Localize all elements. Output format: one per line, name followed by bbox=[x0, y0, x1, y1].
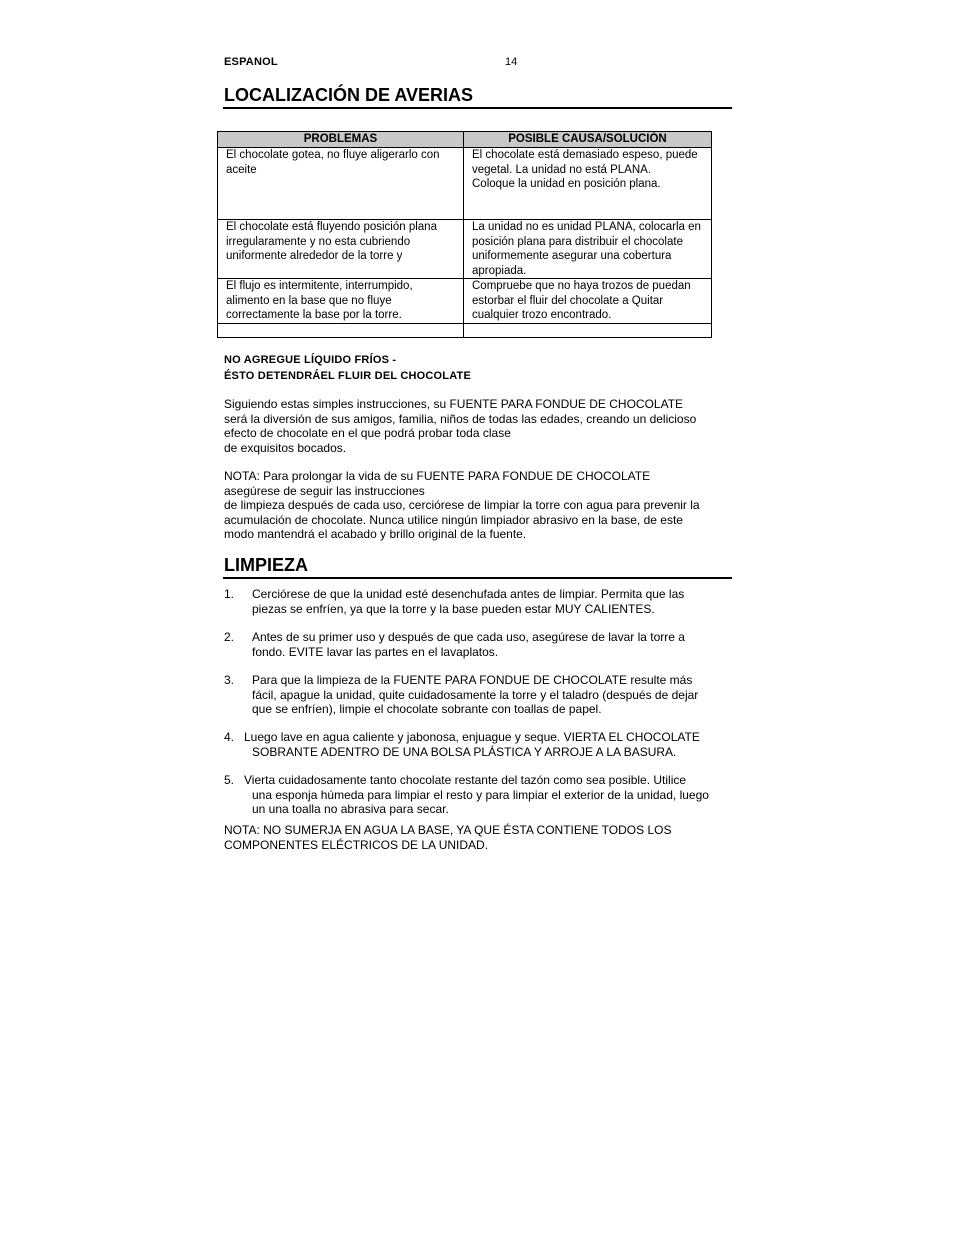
list-text bbox=[244, 773, 734, 817]
list-text: Cerciórese de que la unidad esté desenchufada antes de limpiar. Permita que las piezas se enfríen, ya que la torre y la base pueden estar MUY CALIENTES. bbox=[252, 587, 685, 616]
list-text-line: SOBRANTE ADENTRO DE UNA BOLSA PLÁSTICA Y ARROJE A LA BASURA. bbox=[252, 744, 677, 759]
list-number: 4. bbox=[224, 730, 235, 744]
table-row bbox=[218, 148, 712, 220]
list-text bbox=[244, 730, 734, 759]
page-number: 14 bbox=[505, 56, 518, 68]
table-row bbox=[218, 220, 712, 279]
note-paragraph: NOTA: Para prolongar la vida de su FUENTE PARA FONDUE DE CHOCOLATE asegúrese de seguir las instrucciones de limpieza después de cada uso, cerciórese de limpiar la torre con agua para prevenir la acumulación de chocolate. Nunca utilice ningún limpiador abrasivo en la base, de este modo mantendrá el acabado y brillo original de la fuente. bbox=[224, 469, 700, 541]
language-label: ESPANOL bbox=[224, 56, 278, 68]
list-text-content bbox=[244, 773, 734, 817]
list-text: Para que la limpieza de la FUENTE PARA FONDUE DE CHOCOLATE resulte más fácil, apague la unidad, quite cuidadosamente la torre y el taladro (después de dejar que se enfríen), limpie el chocolate sobrante con toallas de papel. bbox=[252, 673, 699, 716]
problem-cell: El chocolate gotea, no fluye aligerarlo con aceite bbox=[218, 148, 464, 220]
column-header-solution: POSIBLE CAUSA/SOLUCIÓN bbox=[464, 132, 712, 148]
problem-cell: El flujo es intermitente, interrumpido, alimento en la base que no fluye correctamente la base por la torre. bbox=[218, 279, 464, 324]
solution-cell bbox=[464, 323, 712, 337]
list-text-content bbox=[244, 730, 734, 759]
list-number: 5. bbox=[224, 773, 235, 787]
list-number: 1. bbox=[224, 587, 235, 601]
table-header-row bbox=[218, 132, 712, 148]
warning-block bbox=[224, 353, 471, 384]
list-text-line: un una toalla no abrasiva para secar. bbox=[252, 802, 449, 816]
list-item bbox=[224, 630, 734, 659]
final-note: NOTA: NO SUMERJA EN AGUA LA BASE, YA QUE ÉSTA CONTIENE TODOS LOS COMPONENTES ELÉCTRICOS DE LA UNIDAD. bbox=[224, 823, 672, 852]
list-text-line: una esponja húmeda para limpiar el resto y para limpiar el exterior de la unidad, luego bbox=[252, 787, 709, 802]
warning-line-2: ÉSTO DETENDRÁEL FLUIR DEL CHOCOLATE bbox=[224, 369, 471, 382]
list-text: Antes de su primer uso y después de que cada uso, asegúrese de lavar la torre a fondo. EVITE lavar las partes en el lavaplatos. bbox=[252, 630, 685, 659]
table-row bbox=[218, 279, 712, 324]
intro-paragraph: Siguiendo estas simples instrucciones, su FUENTE PARA FONDUE DE CHOCOLATE será la diversión de sus amigos, familia, niños de todas las edades, creando un delicioso efecto de chocolate en el que podrá probar toda clase de exquisitos bocados. bbox=[224, 397, 697, 455]
problem-cell bbox=[218, 323, 464, 337]
title-rule bbox=[223, 107, 732, 109]
cleaning-rule bbox=[223, 577, 732, 579]
solution-cell: Compruebe que no haya trozos de puedan estorbar el fluir del chocolate a Quitar cualquier trozo encontrado. bbox=[464, 279, 712, 324]
cleaning-title: LIMPIEZA bbox=[224, 555, 308, 575]
list-item bbox=[224, 673, 734, 717]
list-text-line: Luego lave en agua caliente y jabonosa, enjuague y seque. VIERTA EL CHOCOLATE bbox=[244, 730, 700, 744]
solution-cell: El chocolate está demasiado espeso, puede vegetal. La unidad no está PLANA. Coloque la unidad en posición plana. bbox=[464, 148, 712, 220]
column-header-problems: PROBLEMAS bbox=[218, 132, 464, 148]
list-text-line: Vierta cuidadosamente tanto chocolate restante del tazón como sea posible. Utilice bbox=[244, 773, 687, 787]
list-number: 3. bbox=[224, 673, 235, 687]
list-item bbox=[224, 773, 734, 817]
table-row bbox=[218, 323, 712, 337]
troubleshooting-title: LOCALIZACIÓN DE AVERIAS bbox=[224, 85, 474, 105]
list-number: 2. bbox=[224, 630, 235, 644]
problem-cell: El chocolate está fluyendo posición plana irregularamente y no esta cubriendo uniformente alrededor de la torre y bbox=[218, 220, 464, 279]
troubleshooting-table bbox=[217, 131, 712, 338]
list-item bbox=[224, 730, 734, 759]
list-item bbox=[224, 587, 734, 616]
solution-cell: La unidad no es unidad PLANA, colocarla en posición plana para distribuir el chocolate uniformemente asegurar una cobertura apropiada. bbox=[464, 220, 712, 279]
warning-line-1: NO AGREGUE LÍQUIDO FRÍOS - bbox=[224, 354, 397, 366]
